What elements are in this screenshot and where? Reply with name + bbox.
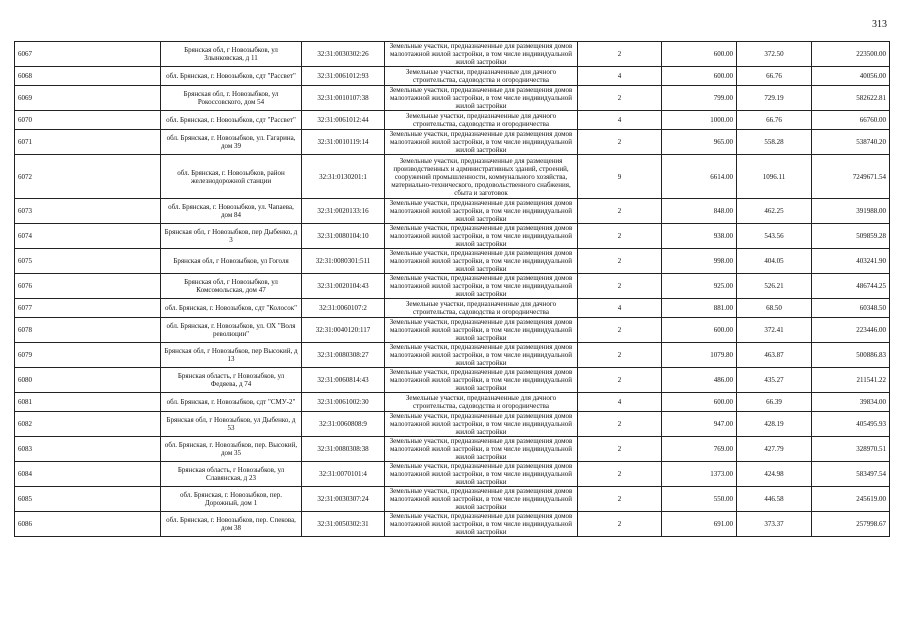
cadastral-number-cell: 32:31:0010119:14: [302, 130, 385, 155]
table-row: [15, 343, 890, 368]
cadastral-value-cell: 211541.22: [812, 368, 890, 393]
page-number: 313: [872, 19, 887, 30]
specific-value-cell: 66.39: [737, 393, 812, 412]
category-cell: 2: [578, 343, 662, 368]
land-use-cell: Земельные участки, предназначенные для дачного строительства, садоводства и огородничества: [385, 299, 578, 318]
row-number: 6075: [15, 249, 161, 274]
cadastral-number-cell: 32:31:0061012:44: [302, 111, 385, 130]
table-row: [15, 274, 890, 299]
cadastral-number-cell: 32:31:0080104:10: [302, 224, 385, 249]
cadastral-value-cell: 7249671.54: [812, 155, 890, 199]
row-number: 6080: [15, 368, 161, 393]
table-row: [15, 86, 890, 111]
specific-value-cell: 729.19: [737, 86, 812, 111]
specific-value-cell: 66.76: [737, 111, 812, 130]
specific-value-cell: 446.58: [737, 487, 812, 512]
area-cell: 691.00: [662, 512, 737, 537]
category-cell: 9: [578, 155, 662, 199]
land-use-cell: Земельные участки, предназначенные для размещения домов малоэтажной жилой застройки, в том числе индивидуальной жилой застройки: [385, 86, 578, 111]
area-cell: 848.00: [662, 199, 737, 224]
category-cell: 4: [578, 393, 662, 412]
area-cell: 1000.00: [662, 111, 737, 130]
specific-value-cell: 558.28: [737, 130, 812, 155]
category-cell: 2: [578, 86, 662, 111]
category-cell: 4: [578, 299, 662, 318]
cadastral-number-cell: 32:31:0130201:1: [302, 155, 385, 199]
row-number: 6083: [15, 437, 161, 462]
row-number: 6068: [15, 67, 161, 86]
specific-value-cell: 68.50: [737, 299, 812, 318]
cadastral-number-cell: 32:31:0070101:4: [302, 462, 385, 487]
specific-value-cell: 372.41: [737, 318, 812, 343]
category-cell: 2: [578, 368, 662, 393]
land-use-cell: Земельные участки, предназначенные для дачного строительства, садоводства и огородничества: [385, 111, 578, 130]
land-use-cell: Земельные участки, предназначенные для размещения домов малоэтажной жилой застройки, в том числе индивидуальной жилой застройки: [385, 437, 578, 462]
address-cell: обл. Брянская, г. Новозыбков, ул. ОХ "Воля революции": [161, 318, 302, 343]
land-use-cell: Земельные участки, предназначенные для размещения домов малоэтажной жилой застройки, в том числе индивидуальной жилой застройки: [385, 224, 578, 249]
area-cell: 600.00: [662, 393, 737, 412]
land-use-cell: Земельные участки, предназначенные для размещения домов малоэтажной жилой застройки, в том числе индивидуальной жилой застройки: [385, 487, 578, 512]
area-cell: 769.00: [662, 437, 737, 462]
address-cell: Брянская обл, г Новозыбков, ул Дыбенко, д 53: [161, 412, 302, 437]
category-cell: 2: [578, 249, 662, 274]
land-use-cell: Земельные участки, предназначенные для размещения домов малоэтажной жилой застройки, в том числе индивидуальной жилой застройки: [385, 130, 578, 155]
address-cell: обл. Брянская, г. Новозыбков, пер. Дорожный, дом 1: [161, 487, 302, 512]
land-use-cell: Земельные участки, предназначенные для дачного строительства, садоводства и огородничества: [385, 67, 578, 86]
specific-value-cell: 526.21: [737, 274, 812, 299]
cadastral-value-cell: 257998.67: [812, 512, 890, 537]
cadastral-value-cell: 60348.50: [812, 299, 890, 318]
row-number: 6086: [15, 512, 161, 537]
specific-value-cell: 543.56: [737, 224, 812, 249]
table-row: [15, 487, 890, 512]
row-number: 6082: [15, 412, 161, 437]
address-cell: Брянская обл, г Новозыбков, ул Комсомольская, дом 47: [161, 274, 302, 299]
area-cell: 947.00: [662, 412, 737, 437]
land-use-cell: Земельные участки, предназначенные для размещения домов малоэтажной жилой застройки, в том числе индивидуальной жилой застройки: [385, 512, 578, 537]
table-row: [15, 412, 890, 437]
row-number: 6072: [15, 155, 161, 199]
category-cell: 2: [578, 487, 662, 512]
cadastral-number-cell: 32:31:0060814:43: [302, 368, 385, 393]
cadastral-value-cell: 328970.51: [812, 437, 890, 462]
table-row: [15, 111, 890, 130]
row-number: 6071: [15, 130, 161, 155]
table-row: [15, 130, 890, 155]
area-cell: 550.00: [662, 487, 737, 512]
category-cell: 2: [578, 224, 662, 249]
cadastral-value-cell: 500886.83: [812, 343, 890, 368]
land-use-cell: Земельные участки, предназначенные для размещения домов малоэтажной жилой застройки, в том числе индивидуальной жилой застройки: [385, 343, 578, 368]
specific-value-cell: 404.05: [737, 249, 812, 274]
row-number: 6074: [15, 224, 161, 249]
table-row: [15, 299, 890, 318]
row-number: 6079: [15, 343, 161, 368]
category-cell: 2: [578, 462, 662, 487]
land-use-cell: Земельные участки, предназначенные для размещения домов малоэтажной жилой застройки, в том числе индивидуальной жилой застройки: [385, 42, 578, 67]
address-cell: обл. Брянская, г. Новозыбков, ул. Чапаева, дом 84: [161, 199, 302, 224]
cadastral-value-cell: 583497.54: [812, 462, 890, 487]
row-number: 6070: [15, 111, 161, 130]
table-row: [15, 42, 890, 67]
cadastral-value-cell: 245619.00: [812, 487, 890, 512]
cadastral-number-cell: 32:31:0040120:117: [302, 318, 385, 343]
cadastral-number-cell: 32:31:0060808:9: [302, 412, 385, 437]
table-row: [15, 249, 890, 274]
row-number: 6085: [15, 487, 161, 512]
cadastral-number-cell: 32:31:0010107:38: [302, 86, 385, 111]
address-cell: Брянская обл, г Новозыбков, ул Гоголя: [161, 249, 302, 274]
address-cell: обл. Брянская, г. Новозыбков, сдт "СМУ-2": [161, 393, 302, 412]
cadastral-value-cell: 486744.25: [812, 274, 890, 299]
cadastral-number-cell: 32:31:0030302:26: [302, 42, 385, 67]
area-cell: 600.00: [662, 67, 737, 86]
area-cell: 1373.00: [662, 462, 737, 487]
cadastral-value-cell: 405495.93: [812, 412, 890, 437]
area-cell: 486.00: [662, 368, 737, 393]
area-cell: 881.00: [662, 299, 737, 318]
land-use-cell: Земельные участки, предназначенные для размещения домов малоэтажной жилой застройки, в том числе индивидуальной жилой застройки: [385, 462, 578, 487]
area-cell: 799.00: [662, 86, 737, 111]
table-row: [15, 155, 890, 199]
land-use-cell: Земельные участки, предназначенные для размещения домов малоэтажной жилой застройки, в том числе индивидуальной жилой застройки: [385, 249, 578, 274]
cadastral-value-cell: 223446.00: [812, 318, 890, 343]
table-row: [15, 512, 890, 537]
address-cell: обл. Брянская, г. Новозыбков, ул. Гагарина, дом 39: [161, 130, 302, 155]
cadastral-number-cell: 32:31:0020104:43: [302, 274, 385, 299]
land-use-cell: Земельные участки, предназначенные для размещения домов малоэтажной жилой застройки, в том числе индивидуальной жилой застройки: [385, 412, 578, 437]
cadastral-number-cell: 32:31:0080301:511: [302, 249, 385, 274]
cadastral-number-cell: 32:31:0050302:31: [302, 512, 385, 537]
specific-value-cell: 462.25: [737, 199, 812, 224]
address-cell: Брянская обл, г Новозыбков, ул Злынковская, д 11: [161, 42, 302, 67]
area-cell: 965.00: [662, 130, 737, 155]
area-cell: 938.00: [662, 224, 737, 249]
area-cell: 1079.80: [662, 343, 737, 368]
land-use-cell: Земельные участки, предназначенные для размещения домов малоэтажной жилой застройки, в том числе индивидуальной жилой застройки: [385, 368, 578, 393]
category-cell: 2: [578, 512, 662, 537]
cadastral-value-cell: 391988.00: [812, 199, 890, 224]
cadastral-value-cell: 403241.90: [812, 249, 890, 274]
cadastral-number-cell: 32:31:0080308:38: [302, 437, 385, 462]
category-cell: 2: [578, 412, 662, 437]
row-number: 6077: [15, 299, 161, 318]
cadastral-value-cell: 538740.20: [812, 130, 890, 155]
land-use-cell: Земельные участки, предназначенные для размещения производственных и административных зданий, строений, сооружений промышленности, коммунального хозяйства, материально-технического, продовольственного снабжения, сбыта и заготовок: [385, 155, 578, 199]
address-cell: Брянская обл, г. Новозыбков, ул Рокоссовского, дом 54: [161, 86, 302, 111]
table-row: [15, 462, 890, 487]
category-cell: 4: [578, 67, 662, 86]
area-cell: 6614.00: [662, 155, 737, 199]
table-row: [15, 199, 890, 224]
specific-value-cell: 435.27: [737, 368, 812, 393]
specific-value-cell: 373.37: [737, 512, 812, 537]
land-use-cell: Земельные участки, предназначенные для размещения домов малоэтажной жилой застройки, в том числе индивидуальной жилой застройки: [385, 274, 578, 299]
row-number: 6069: [15, 86, 161, 111]
specific-value-cell: 372.50: [737, 42, 812, 67]
table-row: [15, 437, 890, 462]
area-cell: 925.00: [662, 274, 737, 299]
cadastral-number-cell: 32:31:0020133:16: [302, 199, 385, 224]
cadastral-value-table: [14, 41, 890, 537]
address-cell: Брянская обл, г Новозыбков, пер Дыбенко, д 3: [161, 224, 302, 249]
specific-value-cell: 427.79: [737, 437, 812, 462]
category-cell: 2: [578, 199, 662, 224]
address-cell: обл. Брянская, г. Новозыбков, район железнодорожной станции: [161, 155, 302, 199]
specific-value-cell: 463.87: [737, 343, 812, 368]
table-body: [15, 42, 890, 537]
row-number: 6081: [15, 393, 161, 412]
land-use-cell: Земельные участки, предназначенные для размещения домов малоэтажной жилой застройки, в том числе индивидуальной жилой застройки: [385, 318, 578, 343]
address-cell: Брянская область, г Новозыбков, ул Федяева, д 74: [161, 368, 302, 393]
row-number: 6067: [15, 42, 161, 67]
table-row: [15, 368, 890, 393]
area-cell: 998.00: [662, 249, 737, 274]
category-cell: 2: [578, 437, 662, 462]
category-cell: 2: [578, 274, 662, 299]
category-cell: 2: [578, 318, 662, 343]
cadastral-value-cell: 223500.00: [812, 42, 890, 67]
specific-value-cell: 1096.11: [737, 155, 812, 199]
table-row: [15, 224, 890, 249]
table-row: [15, 318, 890, 343]
cadastral-value-cell: 66760.00: [812, 111, 890, 130]
address-cell: обл. Брянская, г. Новозыбков, сдт "Рассвет": [161, 67, 302, 86]
address-cell: обл. Брянская, г. Новозыбков, пер. Высокий, дом 35: [161, 437, 302, 462]
cadastral-number-cell: 32:31:0061012:93: [302, 67, 385, 86]
address-cell: обл. Брянская, г. Новозыбков, пер. Спекова, дом 38: [161, 512, 302, 537]
address-cell: обл. Брянская, г. Новозыбков, сдт "Колосок": [161, 299, 302, 318]
row-number: 6076: [15, 274, 161, 299]
cadastral-value-cell: 40056.00: [812, 67, 890, 86]
address-cell: Брянская область, г Новозыбков, ул Славянская, д 23: [161, 462, 302, 487]
table-row: [15, 67, 890, 86]
cadastral-number-cell: 32:31:0060107:2: [302, 299, 385, 318]
category-cell: 2: [578, 130, 662, 155]
land-use-cell: Земельные участки, предназначенные для дачного строительства, садоводства и огородничества: [385, 393, 578, 412]
table-row: [15, 393, 890, 412]
row-number: 6073: [15, 199, 161, 224]
category-cell: 2: [578, 42, 662, 67]
address-cell: Брянская обл, г Новозыбков, пер Высокий, д 13: [161, 343, 302, 368]
row-number: 6078: [15, 318, 161, 343]
area-cell: 600.00: [662, 42, 737, 67]
cadastral-number-cell: 32:31:0080308:27: [302, 343, 385, 368]
specific-value-cell: 424.98: [737, 462, 812, 487]
cadastral-number-cell: 32:31:0061002:30: [302, 393, 385, 412]
specific-value-cell: 66.76: [737, 67, 812, 86]
cadastral-value-cell: 509859.28: [812, 224, 890, 249]
cadastral-value-cell: 39834.00: [812, 393, 890, 412]
row-number: 6084: [15, 462, 161, 487]
specific-value-cell: 428.19: [737, 412, 812, 437]
land-use-cell: Земельные участки, предназначенные для размещения домов малоэтажной жилой застройки, в том числе индивидуальной жилой застройки: [385, 199, 578, 224]
cadastral-number-cell: 32:31:0030307:24: [302, 487, 385, 512]
area-cell: 600.00: [662, 318, 737, 343]
category-cell: 4: [578, 111, 662, 130]
address-cell: обл. Брянская, г. Новозыбков, сдт "Рассвет": [161, 111, 302, 130]
cadastral-value-cell: 582622.81: [812, 86, 890, 111]
